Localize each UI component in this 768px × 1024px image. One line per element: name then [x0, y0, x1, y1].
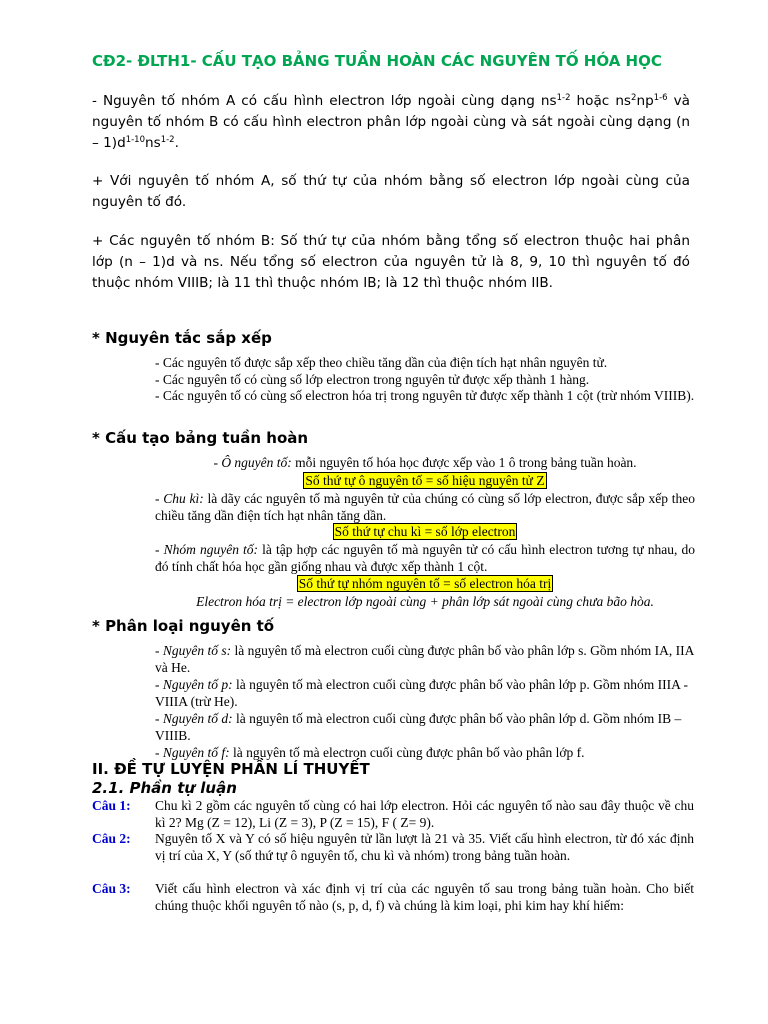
definition-nhom [155, 542, 695, 575]
term: Nhóm nguyên tố: [163, 542, 259, 557]
term: Nguyên tố d: [162, 711, 233, 726]
section-heading-phan-loai: * Phân loại nguyên tố [92, 617, 275, 635]
superscript: 1-10 [125, 135, 145, 145]
term: Nguyên tố s: [162, 643, 232, 658]
intro-text: và nguyên tố nhóm B có cấu hình electron phân lớp ngoài cùng và sát ngoài cùng dạng (n – 1)d [92, 93, 691, 151]
question-text: Chu kì 2 gồm các nguyên tố cùng có hai lớp electron. Hỏi các nguyên tố nào sau đây thuộc về chu kì 2? Mg (Z = 12), Li (Z = 3), P (Z = 15), F ( Z= 9). [155, 798, 694, 830]
formula-box [155, 524, 695, 541]
term: Nguyên tố f: [162, 745, 230, 760]
superscript: 2 [631, 93, 637, 103]
list-item [155, 677, 695, 710]
page-title: CĐ2- ĐLTH1- CẤU TẠO BẢNG TUẦN HOÀN CÁC NGUYÊN TỐ HÓA HỌC [92, 52, 662, 70]
intro-text: - Nguyên tố nhóm A có cấu hình electron lớp ngoài cùng dạng ns [92, 93, 557, 109]
superscript: 1-6 [653, 93, 668, 103]
intro-paragraph-1 [92, 91, 690, 154]
question-text: Viết cấu hình electron và xác định vị trí của các nguyên tố sau trong bảng tuần hoàn. Cho biết chúng thuộc khối nguyên tố nào (s, p, d, f) và chúng là kim loại, phi kim hay khí hiếm: [155, 881, 694, 913]
definition-text: là tập hợp các nguyên tố mà nguyên tử có cấu hình electron tương tự nhau, do đó tính chất hóa học gần giống nhau và được xếp thành 1 cột. [155, 542, 695, 574]
list-item [155, 711, 695, 744]
highlighted-formula: Số thứ tự ô nguyên tố = số hiệu nguyên tử Z [305, 473, 545, 488]
question-number: Câu 1: [92, 798, 131, 813]
definition-text: mỗi nguyên tố hóa học được xếp vào 1 ô trong bảng tuần hoàn. [291, 455, 637, 470]
electron-hoa-tri-formula: Electron hóa trị = electron lớp ngoài cùng + phân lớp sát ngoài cùng chưa bão hòa. [196, 594, 654, 609]
bullet: - [155, 542, 164, 557]
definition-text: là dãy các nguyên tố mà nguyên tử của chúng có cùng số lớp electron, được sắp xếp theo chiều tăng dần điện tích hạt nhân tăng dần. [155, 491, 695, 523]
intro-text: . [174, 135, 179, 151]
question-2 [92, 831, 694, 864]
superscript: 1-2 [556, 93, 571, 103]
bullet: - [155, 711, 163, 726]
classification-list [155, 643, 695, 762]
intro-paragraph-3: + Các nguyên tố nhóm B: Số thứ tự của nhóm bằng tổng số electron thuộc hai phân lớp (n – 1)d và ns. Nếu tổng số electron của nguyên tử là 8, 9, 10 thì nguyên tố đó thuộc nhóm VIIIB; là 11 thì thuộc nhóm IB; là 12 thì thuộc nhóm IIB. [92, 233, 690, 291]
intro-paragraph-2: + Với nguyên tố nhóm A, số thứ tự của nhóm bằng số electron lớp ngoài cùng của nguyên tố đó. [92, 173, 690, 210]
intro-text: hoặc ns [570, 93, 632, 109]
definition-text: là nguyên tố mà electron cuối cùng được phân bố vào phân lớp f. [229, 745, 585, 760]
highlighted-formula: Số thứ tự chu kì = số lớp electron [334, 524, 516, 539]
definition-text: là nguyên tố mà electron cuối cùng được phân bố vào phân lớp s. Gồm nhóm IA, IIA và He. [155, 643, 694, 675]
bullet: - [213, 455, 222, 470]
highlighted-formula: Số thứ tự nhóm nguyên tố = số electron hóa trị [298, 576, 552, 591]
list-item: - Các nguyên tố được sắp xếp theo chiều tăng dần của điện tích hạt nhân nguyên tử. [155, 355, 608, 370]
intro-text: ns [145, 135, 161, 151]
definition-text: là nguyên tố mà electron cuối cùng được phân bố vào phân lớp p. Gồm nhóm IIIA - VIIIA (trừ He). [155, 677, 688, 709]
superscript: 1-2 [160, 135, 175, 145]
list-item: - Các nguyên tố có cùng số electron hóa trị trong nguyên tử được xếp thành 1 cột (trừ nhóm VIIIB). [155, 388, 695, 403]
question-text: Nguyên tố X và Y có số hiệu nguyên tử lần lượt là 21 và 35. Viết cấu hình electron, từ đó xác định vị trí của X, Y (số thứ tự ô nguyên tố, chu kì và nhóm) trong bảng tuần hoàn. [155, 831, 694, 863]
question-3 [92, 881, 694, 914]
definition-o-nguyen-to [155, 455, 695, 472]
term: Nguyên tố p: [162, 677, 233, 692]
question-number: Câu 3: [92, 881, 131, 896]
list-item: - Các nguyên tố có cùng số lớp electron trong nguyên tử được xếp thành 1 hàng. [155, 371, 590, 387]
formula-box [155, 576, 695, 593]
section-heading-sap-xep: * Nguyên tắc sắp xếp [92, 329, 272, 347]
question-1 [92, 798, 694, 831]
bullet: - [155, 745, 163, 760]
part2-heading: II. ĐỀ TỰ LUYỆN PHẦN LÍ THUYẾT [92, 760, 370, 778]
list-item [155, 643, 695, 676]
question-number: Câu 2: [92, 831, 131, 846]
part2-subheading: 2.1. Phần tự luận [92, 779, 237, 797]
bullet: - [155, 643, 163, 658]
bullet: - [155, 677, 163, 692]
rules-list [155, 355, 695, 405]
term: Chu kì: [163, 491, 204, 506]
formula-box [155, 473, 695, 490]
definition-text: là nguyên tố mà electron cuối cùng được phân bố vào phân lớp d. Gồm nhóm IB – VIIIB. [155, 711, 682, 743]
intro-text: np [636, 93, 654, 109]
bullet: - [155, 491, 164, 506]
term: Ô nguyên tố: [221, 455, 292, 470]
section-heading-cau-tao: * Cấu tạo bảng tuần hoàn [92, 429, 309, 447]
definition-chu-ki [155, 491, 695, 524]
